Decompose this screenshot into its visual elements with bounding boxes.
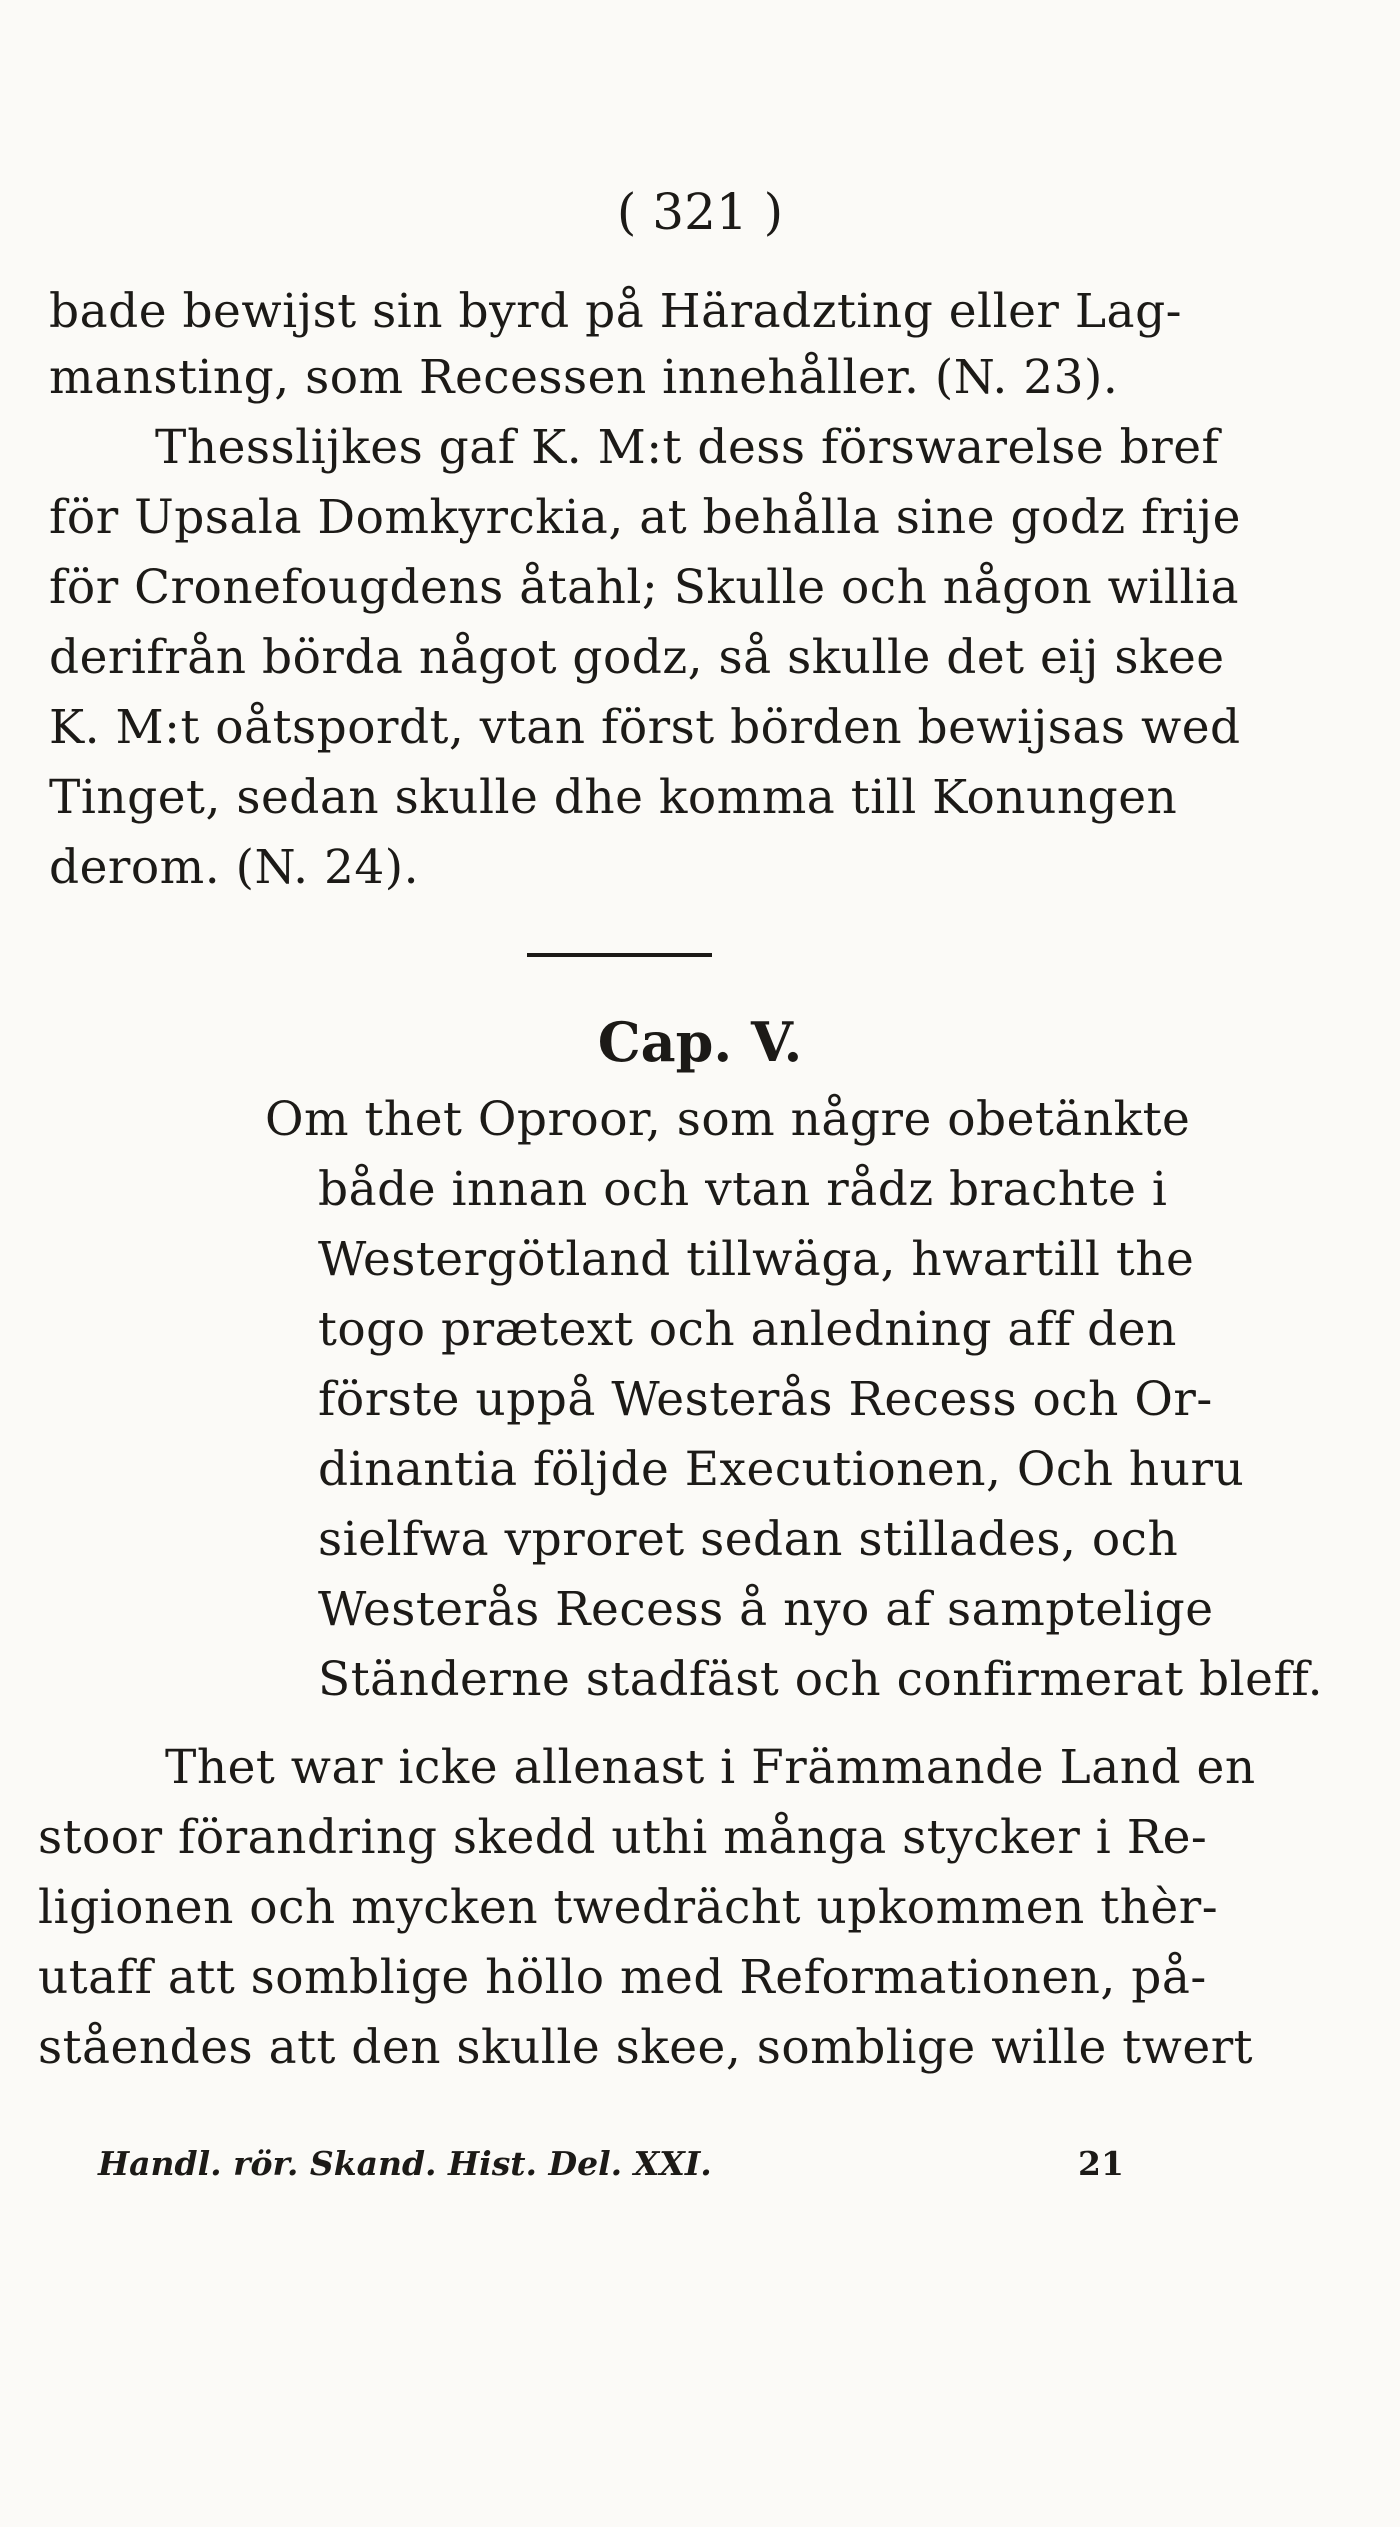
text-line: derifrån börda något godz, så skulle det eij skee: [49, 630, 1225, 685]
text-line: stoor förandring skedd uthi många stycker i Re-: [38, 1810, 1208, 1865]
text-line: mansting, som Recessen innehåller. (N. 23).: [49, 350, 1119, 405]
footer-source-title: Handl. rör. Skand. Hist. Del. XXI.: [98, 2144, 712, 2183]
text-line: för Upsala Domkyrckia, at behålla sine godz frije: [49, 490, 1241, 545]
summary-line: Westerås Recess å nyo af samptelige: [318, 1582, 1214, 1637]
summary-line: Om thet Oproor, som någre obetänkte: [265, 1092, 1191, 1147]
text-line: K. M:t oåtspordt, vtan först börden bewijsas wed: [49, 700, 1241, 755]
text-line: Thesslijkes gaf K. M:t dess förswarelse bref: [155, 420, 1220, 475]
text-line: Tinget, sedan skulle dhe komma till Konungen: [49, 770, 1178, 825]
summary-line: sielfwa vproret sedan stillades, och: [318, 1512, 1179, 1567]
chapter-title: Cap. V.: [597, 1010, 803, 1074]
footer-signature-mark: 21: [1078, 2144, 1124, 2183]
text-line: derom. (N. 24).: [49, 840, 420, 895]
text-line: bade bewijst sin byrd på Häradzting eller Lag-: [49, 284, 1183, 339]
text-line: ståendes att den skulle skee, somblige wille twert: [38, 2020, 1254, 2075]
text-line: utaff att somblige höllo med Reformationen, på-: [38, 1950, 1207, 2005]
text-line: ligionen och mycken twedrächt upkommen thèr-: [38, 1880, 1219, 1935]
section-divider: [527, 953, 712, 957]
summary-line: togo prætext och anledning aff den: [318, 1302, 1177, 1357]
summary-line: både innan och vtan rådz brachte i: [318, 1162, 1168, 1217]
summary-line: förste uppå Westerås Recess och Or-: [318, 1372, 1213, 1427]
summary-line: Ständerne stadfäst och confirmerat bleff.: [318, 1652, 1324, 1707]
text-line: för Cronefougdens åtahl; Skulle och någon willia: [49, 560, 1240, 615]
text-line: Thet war icke allenast i Främmande Land en: [165, 1740, 1256, 1795]
page-number-header: ( 321 ): [616, 183, 784, 241]
summary-line: dinantia följde Executionen, Och huru: [318, 1442, 1245, 1497]
summary-line: Westergötland tillwäga, hwartill the: [318, 1232, 1195, 1287]
